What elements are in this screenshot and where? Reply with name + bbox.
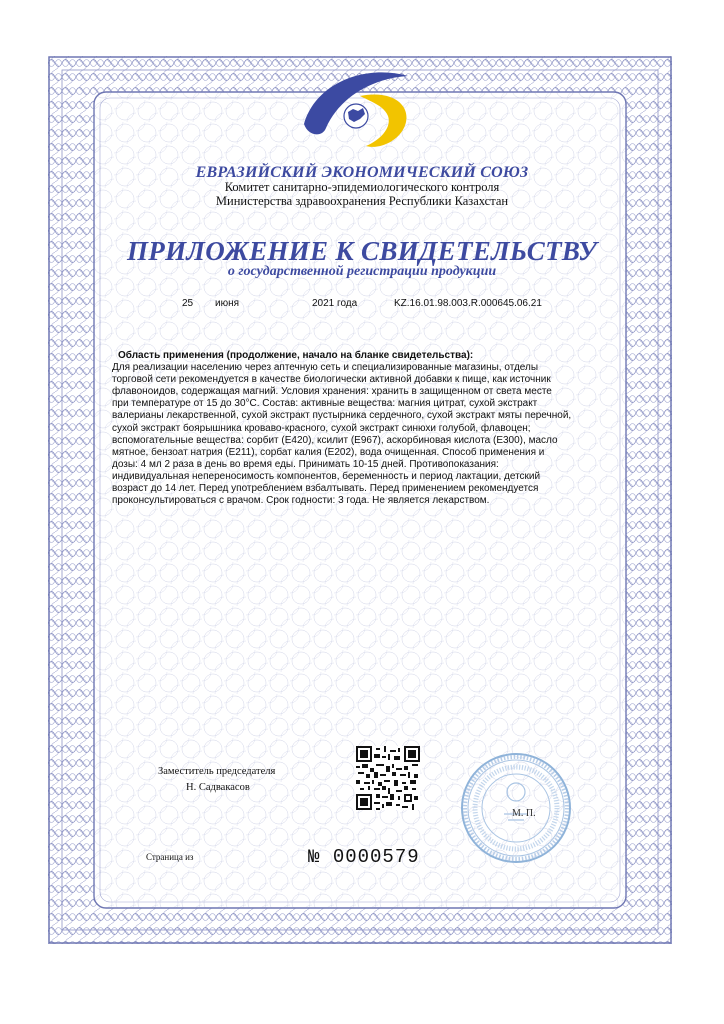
document-title: ПРИЛОЖЕНИЕ К СВИДЕТЕЛЬСТВУ — [127, 236, 597, 266]
signatory-position: Заместитель председателя — [158, 766, 276, 777]
application-area-heading: Область применения (продолжение, начало на бланке свидетельства): — [118, 350, 474, 361]
form-number — [308, 846, 420, 868]
date-month: июня — [215, 298, 240, 309]
body-line: торговой сети рекомендуется в качестве биологически активной добавки к пище, как источник — [112, 374, 551, 386]
document-subtitle: о государственной регистрации продукции — [227, 264, 497, 279]
ministry-name: Министерства здравоохранения Республики Казахстан — [215, 194, 509, 208]
body-line: мятное, бензоат натрия (Е211), сорбат калия (Е202), вода очищенная. Способ применения и — [112, 446, 545, 458]
qr-code-icon — [356, 746, 420, 810]
committee-name: Комитет санитарно-эпидемиологического контроля — [224, 180, 500, 194]
date-day: 25 — [182, 298, 194, 309]
body-line: флавоноидов, содержащая магний. Условия хранения: хранить в защищенном от света месте — [112, 386, 552, 398]
form-number-value: 0000579 — [332, 846, 420, 868]
number-sign: № — [308, 846, 321, 868]
body-line: Для реализации населению через аптечную сеть и специализированные магазины, отделы — [112, 362, 539, 374]
body-line: дозы: 4 мл 2 раза в день во время еды. Принимать 10-15 дней. Противопоказания: — [112, 458, 499, 470]
application-area-text — [112, 350, 600, 507]
body-line: вспомогательные вещества: сорбит (Е420), ксилит (Е967), аскорбиновая кислота (Е300), масло — [112, 434, 558, 446]
signatory-name: Н. Садвакасов — [186, 782, 250, 793]
body-line: валерианы лекарственной, сухой экстракт пустырника сердечного, сухой экстракт мяты перечной, — [112, 410, 572, 422]
body-line: возраст до 14 лет. Перед употреблением взбалтывать. Перед применением рекомендуется — [112, 483, 539, 495]
date-year: 2021 года — [312, 298, 358, 309]
body-line: сухой экстракт боярышника кроваво-красного, сухой экстракт синюхи голубой, флавоцен; — [112, 422, 531, 434]
page-label: Страница из — [146, 852, 194, 862]
eaeu-logo-icon — [296, 62, 426, 154]
body-line: проконсультироваться с врачом. Срок годности: 3 года. Не является лекарством. — [112, 495, 490, 507]
stamp-label: М. П. — [512, 808, 536, 819]
body-line: при температуре от 15 до 30°С. Состав: активные вещества: магния цитрат, сухой экстракт — [112, 398, 538, 410]
body-line: индивидуальная непереносимость компонентов, беременность и период лактации, детский — [112, 470, 541, 482]
union-name: ЕВРАЗИЙСКИЙ ЭКОНОМИЧЕСКИЙ СОЮЗ — [195, 164, 529, 181]
registration-number: KZ.16.01.98.003.R.000645.06.21 — [394, 298, 542, 309]
